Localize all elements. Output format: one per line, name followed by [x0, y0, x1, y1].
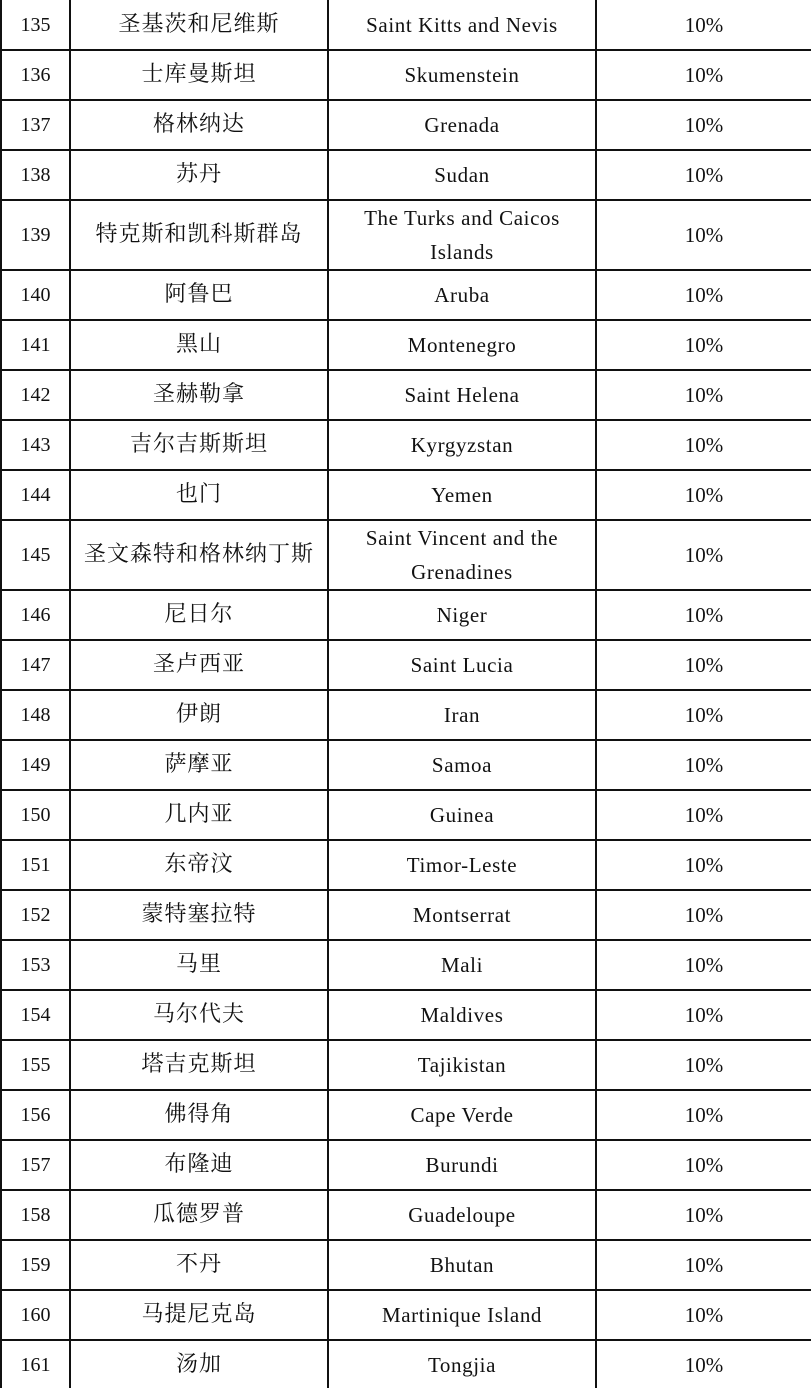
- table-row: [1, 100, 811, 150]
- english-name-cell: Bhutan: [328, 1240, 596, 1290]
- rate-cell: 10%: [596, 150, 811, 200]
- row-number-cell: 153: [1, 940, 70, 990]
- table-row: [1, 1140, 811, 1190]
- english-name-cell: Samoa: [328, 740, 596, 790]
- rate-cell: 10%: [596, 270, 811, 320]
- row-number-cell: 135: [1, 0, 70, 50]
- row-number-cell: 161: [1, 1340, 70, 1388]
- chinese-name-cell: 马提尼克岛: [70, 1290, 328, 1340]
- rate-cell: 10%: [596, 370, 811, 420]
- row-number-cell: 157: [1, 1140, 70, 1190]
- chinese-name-cell: 圣文森特和格林纳丁斯: [70, 520, 328, 590]
- table-row: [1, 0, 811, 50]
- row-number-cell: 138: [1, 150, 70, 200]
- chinese-name-cell: 苏丹: [70, 150, 328, 200]
- chinese-name-cell: 几内亚: [70, 790, 328, 840]
- rate-cell: 10%: [596, 1290, 811, 1340]
- chinese-name-cell: 阿鲁巴: [70, 270, 328, 320]
- table-row: [1, 1290, 811, 1340]
- table-row: [1, 50, 811, 100]
- rate-cell: 10%: [596, 940, 811, 990]
- table-row: [1, 790, 811, 840]
- chinese-name-cell: 不丹: [70, 1240, 328, 1290]
- table-row: [1, 520, 811, 590]
- rate-cell: 10%: [596, 420, 811, 470]
- english-name-cell: Montenegro: [328, 320, 596, 370]
- english-name-cell: Saint Helena: [328, 370, 596, 420]
- chinese-name-cell: 东帝汶: [70, 840, 328, 890]
- table-row: [1, 640, 811, 690]
- row-number-cell: 144: [1, 470, 70, 520]
- english-name-cell: Martinique Island: [328, 1290, 596, 1340]
- rate-cell: 10%: [596, 1190, 811, 1240]
- table-row: [1, 470, 811, 520]
- row-number-cell: 155: [1, 1040, 70, 1090]
- english-name-cell: Niger: [328, 590, 596, 640]
- table-row: [1, 1040, 811, 1090]
- row-number-cell: 159: [1, 1240, 70, 1290]
- english-name-cell: The Turks and Caicos Islands: [328, 200, 596, 270]
- table-row: [1, 1340, 811, 1388]
- row-number-cell: 137: [1, 100, 70, 150]
- chinese-name-cell: 尼日尔: [70, 590, 328, 640]
- table-row: [1, 200, 811, 270]
- table-row: [1, 370, 811, 420]
- row-number-cell: 140: [1, 270, 70, 320]
- table-row: [1, 990, 811, 1040]
- english-name-cell: Timor-Leste: [328, 840, 596, 890]
- row-number-cell: 142: [1, 370, 70, 420]
- table-row: [1, 270, 811, 320]
- rate-cell: 10%: [596, 0, 811, 50]
- row-number-cell: 156: [1, 1090, 70, 1140]
- rate-cell: 10%: [596, 320, 811, 370]
- english-name-cell: Mali: [328, 940, 596, 990]
- english-name-cell: Yemen: [328, 470, 596, 520]
- row-number-cell: 139: [1, 200, 70, 270]
- english-name-cell: Skumenstein: [328, 50, 596, 100]
- english-name-cell: Saint Vincent and the Grenadines: [328, 520, 596, 590]
- chinese-name-cell: 黑山: [70, 320, 328, 370]
- chinese-name-cell: 萨摩亚: [70, 740, 328, 790]
- table-row: [1, 890, 811, 940]
- english-name-cell: Iran: [328, 690, 596, 740]
- chinese-name-cell: 圣基茨和尼维斯: [70, 0, 328, 50]
- table-body: [1, 0, 811, 1388]
- chinese-name-cell: 圣卢西亚: [70, 640, 328, 690]
- chinese-name-cell: 也门: [70, 470, 328, 520]
- rate-cell: 10%: [596, 790, 811, 840]
- table-row: [1, 1190, 811, 1240]
- chinese-name-cell: 布隆迪: [70, 1140, 328, 1190]
- english-name-cell: Sudan: [328, 150, 596, 200]
- rate-cell: 10%: [596, 100, 811, 150]
- english-name-cell: Montserrat: [328, 890, 596, 940]
- chinese-name-cell: 瓜德罗普: [70, 1190, 328, 1240]
- chinese-name-cell: 马尔代夫: [70, 990, 328, 1040]
- table-row: [1, 840, 811, 890]
- row-number-cell: 143: [1, 420, 70, 470]
- rate-cell: 10%: [596, 1340, 811, 1388]
- rate-cell: 10%: [596, 590, 811, 640]
- english-name-cell: Saint Lucia: [328, 640, 596, 690]
- chinese-name-cell: 圣赫勒拿: [70, 370, 328, 420]
- chinese-name-cell: 佛得角: [70, 1090, 328, 1140]
- rate-cell: 10%: [596, 1240, 811, 1290]
- rate-cell: 10%: [596, 890, 811, 940]
- chinese-name-cell: 吉尔吉斯斯坦: [70, 420, 328, 470]
- row-number-cell: 149: [1, 740, 70, 790]
- table-row: [1, 1090, 811, 1140]
- row-number-cell: 154: [1, 990, 70, 1040]
- rate-cell: 10%: [596, 840, 811, 890]
- chinese-name-cell: 蒙特塞拉特: [70, 890, 328, 940]
- table-row: [1, 690, 811, 740]
- chinese-name-cell: 格林纳达: [70, 100, 328, 150]
- english-name-cell: Burundi: [328, 1140, 596, 1190]
- rate-cell: 10%: [596, 200, 811, 270]
- rate-cell: 10%: [596, 50, 811, 100]
- row-number-cell: 152: [1, 890, 70, 940]
- english-name-cell: Grenada: [328, 100, 596, 150]
- chinese-name-cell: 伊朗: [70, 690, 328, 740]
- chinese-name-cell: 特克斯和凯科斯群岛: [70, 200, 328, 270]
- table-row: [1, 1240, 811, 1290]
- rate-cell: 10%: [596, 520, 811, 590]
- english-name-cell: Guinea: [328, 790, 596, 840]
- english-name-cell: Tongjia: [328, 1340, 596, 1388]
- rate-cell: 10%: [596, 640, 811, 690]
- rate-cell: 10%: [596, 690, 811, 740]
- rate-cell: 10%: [596, 1140, 811, 1190]
- rate-cell: 10%: [596, 1090, 811, 1140]
- english-name-cell: Kyrgyzstan: [328, 420, 596, 470]
- row-number-cell: 150: [1, 790, 70, 840]
- row-number-cell: 147: [1, 640, 70, 690]
- rate-cell: 10%: [596, 1040, 811, 1090]
- rate-cell: 10%: [596, 470, 811, 520]
- row-number-cell: 145: [1, 520, 70, 590]
- table-row: [1, 420, 811, 470]
- english-name-cell: Cape Verde: [328, 1090, 596, 1140]
- row-number-cell: 136: [1, 50, 70, 100]
- table-row: [1, 740, 811, 790]
- table-row: [1, 150, 811, 200]
- table-row: [1, 320, 811, 370]
- english-name-cell: Tajikistan: [328, 1040, 596, 1090]
- row-number-cell: 148: [1, 690, 70, 740]
- rate-cell: 10%: [596, 740, 811, 790]
- table-row: [1, 940, 811, 990]
- row-number-cell: 146: [1, 590, 70, 640]
- chinese-name-cell: 士库曼斯坦: [70, 50, 328, 100]
- table-row: [1, 590, 811, 640]
- rate-cell: 10%: [596, 990, 811, 1040]
- row-number-cell: 151: [1, 840, 70, 890]
- chinese-name-cell: 马里: [70, 940, 328, 990]
- english-name-cell: Aruba: [328, 270, 596, 320]
- english-name-cell: Maldives: [328, 990, 596, 1040]
- chinese-name-cell: 汤加: [70, 1340, 328, 1388]
- english-name-cell: Saint Kitts and Nevis: [328, 0, 596, 50]
- chinese-name-cell: 塔吉克斯坦: [70, 1040, 328, 1090]
- english-name-cell: Guadeloupe: [328, 1190, 596, 1240]
- row-number-cell: 160: [1, 1290, 70, 1340]
- row-number-cell: 158: [1, 1190, 70, 1240]
- row-number-cell: 141: [1, 320, 70, 370]
